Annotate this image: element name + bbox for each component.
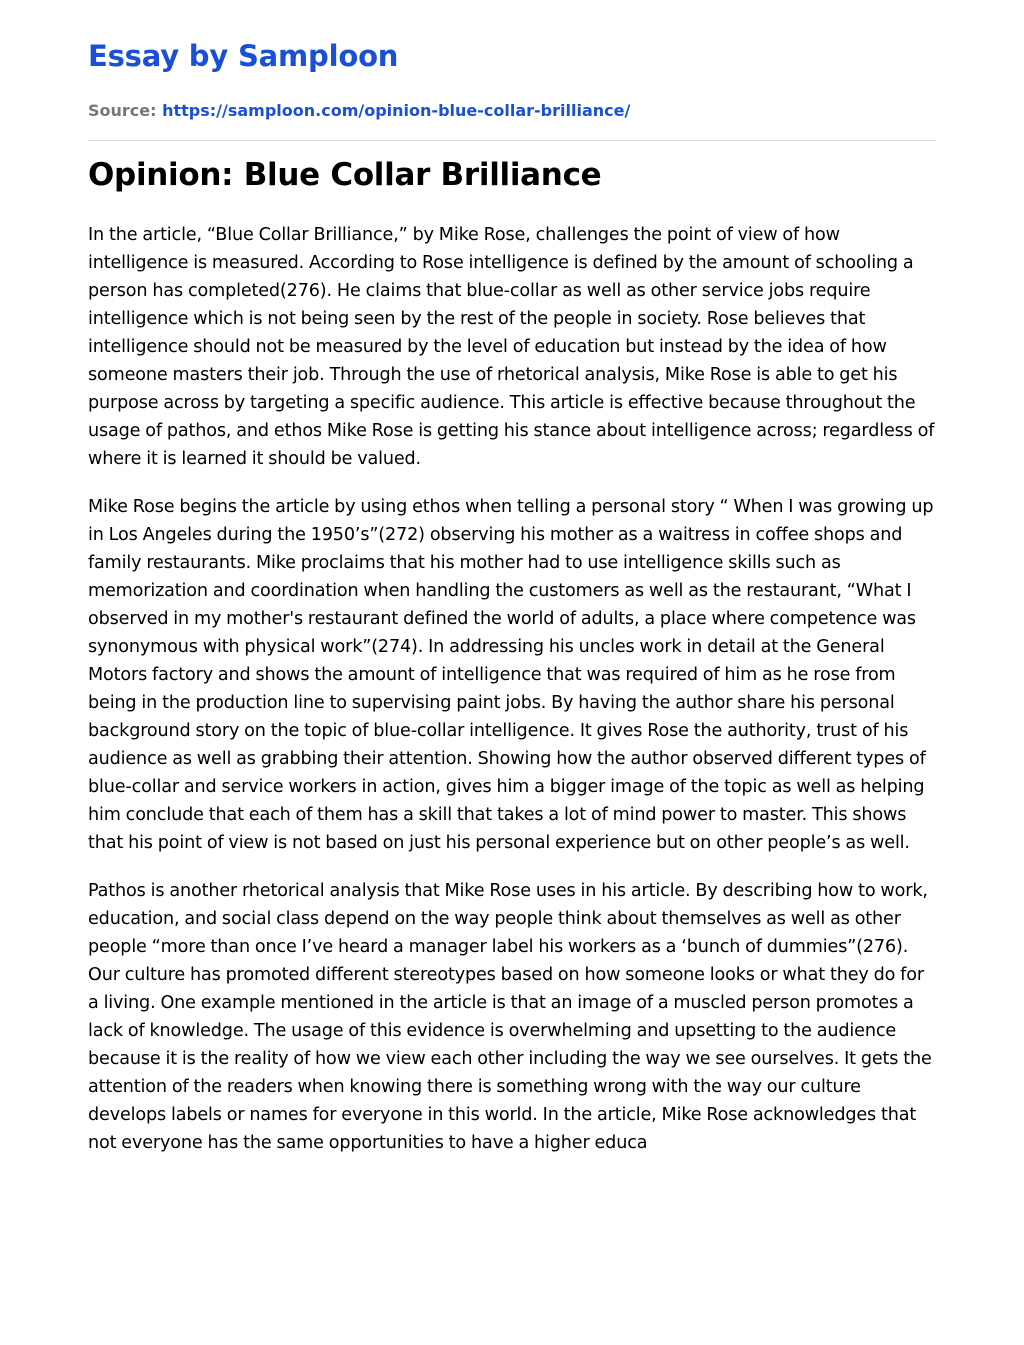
essay-paragraph: Mike Rose begins the article by using ethos when telling a personal story “ When I was growing up in Los Angeles during the 1950’s”(272) observing his mother as a waitress in coffee shops and family restaurants. Mike proclaims that his mother had to use intelligence skills such as memorization and coordination when handling the customers as well as the restaurant, “What I observed in my mother's restaurant defined the world of adults, a place where competence was synonymous with physical work”(274). In addressing his uncles work in detail at the General Motors factory and shows the amount of intelligence that was required of him as he rose from being in the production line to supervising paint jobs. By having the author share his personal background story on the topic of blue-collar intelligence. It gives Rose the authority, trust of his audience as well as grabbing their attention. Showing how the author observed different types of blue-collar and service workers in action, gives him a bigger image of the topic as well as helping him conclude that each of them has a skill that takes a lot of mind power to master. This shows that his point of view is not based on just his personal experience but on other people’s as well. bbox=[88, 497, 934, 853]
essay-body bbox=[88, 221, 936, 1153]
brand-title: Essay by Samploon bbox=[88, 39, 399, 73]
source-label: Source: bbox=[88, 101, 157, 120]
source-link[interactable]: https://samploon.com/opinion-blue-collar-brilliance/ bbox=[162, 101, 631, 120]
essay-title: Opinion: Blue Collar Brilliance bbox=[88, 157, 602, 193]
essay-paragraph: Pathos is another rhetorical analysis that Mike Rose uses in his article. By describing how to work, education, and social class depend on the way people think about themselves as well as other people “more than once I’ve heard a manager label his workers as a ‘bunch of dummies”(276). Our culture has promoted different stereotypes based on how someone looks or what they do for a living. One example mentioned in the article is that an image of a muscled person promotes a lack of knowledge. The usage of this evidence is overwhelming and upsetting to the audience because it is the reality of how we view each other including the way we see ourselves. It gets the attention of the readers when knowing there is something wrong with the way our culture develops labels or names for everyone in this world. In the article, Mike Rose acknowledges that not everyone has the same opportunities to have a higher educa bbox=[88, 881, 932, 1153]
source-line bbox=[88, 100, 936, 122]
header-divider bbox=[88, 140, 936, 141]
essay-paragraph: In the article, “Blue Collar Brilliance,” by Mike Rose, challenges the point of view of how intelligence is measured. According to Rose intelligence is defined by the amount of schooling a person has completed(276). He claims that blue-collar as well as other service jobs require intelligence which is not being seen by the rest of the people in society. Rose believes that intelligence should not be measured by the level of education but instead by the idea of how someone masters their job. Through the use of rhetorical analysis, Mike Rose is able to get his purpose across by targeting a specific audience. This article is effective because throughout the usage of pathos, and ethos Mike Rose is getting his stance about intelligence across; regardless of where it is learned it should be valued. bbox=[88, 225, 935, 469]
